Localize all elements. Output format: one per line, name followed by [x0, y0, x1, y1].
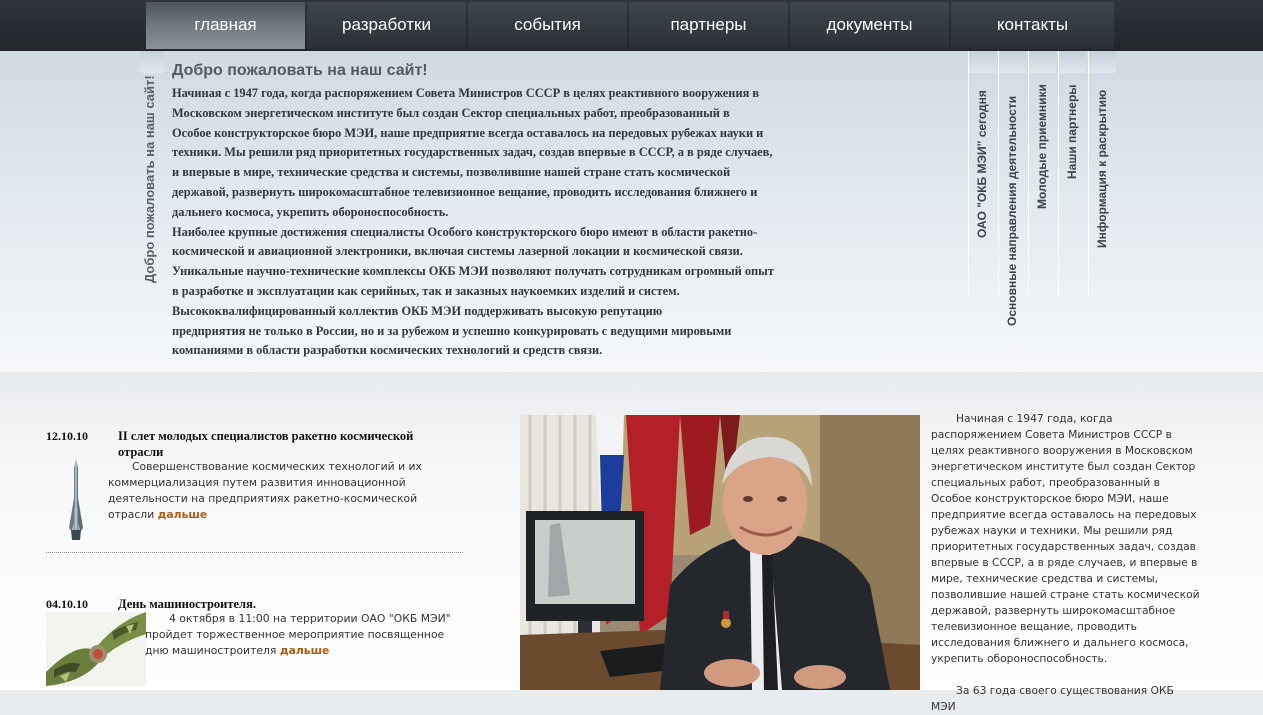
nav-item-developments[interactable]: разработки [307, 2, 466, 49]
welcome-line: дальнего космоса, укрепить обороноспособность. [172, 204, 449, 219]
nav-item-home[interactable]: главная [146, 2, 305, 49]
vtab-okb-today[interactable] [968, 51, 996, 296]
vtab-our-partners[interactable] [1058, 51, 1086, 296]
top-navigation-bar [0, 0, 1263, 51]
welcome-line: Наиболее крупные достижения специалисты Особого конструкторского бюро имеют в области ракетно- [172, 224, 758, 239]
news-title-link[interactable]: II слет молодых специалистов ракетно космической отрасли [118, 429, 414, 459]
welcome-line: космической и авиационной электроники, включая системы лазерной локации и космической связи. [172, 244, 743, 259]
welcome-line: Уникальные научно-технические комплексы ОКБ МЭИ позволяют получать сотрудникам огромный опыт [172, 264, 774, 279]
welcome-line: Начиная с 1947 года, когда распоряжением Совета Министров СССР в целях реактивного вооружения в [172, 86, 760, 100]
vtab-label[interactable]: ОАО "ОКБ МЭИ" сегодня [975, 90, 989, 238]
news-divider [46, 552, 463, 553]
news-date: 04.10.10 [46, 597, 88, 611]
content-section [0, 372, 1263, 713]
news-more-link[interactable]: дальше [279, 644, 330, 657]
welcome-line: компаниями в области разработки космических технологий и средств связи. [172, 343, 603, 358]
welcome-title: Добро пожаловать на наш сайт! [172, 62, 428, 79]
vtab-cap [999, 51, 1026, 73]
welcome-side-label: Добро пожаловать на наш сайт! [142, 75, 157, 283]
welcome-line: Московском энергетическом институте был создан Сектор специальных работ, преобразованный в [172, 105, 730, 120]
welcome-side-tab [140, 51, 164, 351]
vtab-label[interactable]: Молодые приемники [1035, 84, 1049, 209]
news-date: 12.10.10 [46, 429, 88, 443]
nav-item-documents[interactable]: документы [790, 2, 949, 49]
welcome-line: Высококвалифицированный коллектив ОКБ МЭИ поддерживать высокую репутацию [172, 303, 663, 318]
vtab-label[interactable]: Основные направления деятельности [1005, 95, 1019, 326]
about-text [931, 411, 1201, 715]
news-body [145, 611, 460, 659]
nav-item-contacts[interactable]: контакты [951, 2, 1114, 49]
vtab-young-successors[interactable] [1028, 51, 1056, 296]
about-paragraph: За 63 года своего существования ОКБ МЭИ [931, 684, 1174, 713]
welcome-line: предприятия не только в России, но и за рубежом и успешно конкурировать с ведущими мировыми [172, 323, 732, 338]
vtab-label[interactable]: Информация к раскрытию [1095, 89, 1109, 248]
main-nav [146, 2, 1114, 49]
vtab-label[interactable]: Наши партнеры [1065, 84, 1079, 179]
news-more-link[interactable]: дальше [157, 508, 208, 521]
welcome-line: Особое конструкторское бюро МЭИ, наше предприятие всегда оставалось на передовых рубежах науки и [172, 125, 764, 140]
nav-item-partners[interactable]: партнеры [629, 2, 788, 49]
welcome-line: в разработке и эксплуатации как серийных, так и заказных наукоемких изделий и систем. [172, 283, 680, 298]
director-photo [520, 415, 920, 690]
nav-item-events[interactable]: события [468, 2, 627, 49]
vtab-cap [1089, 51, 1116, 73]
news-body [108, 459, 463, 523]
welcome-line: техники. Мы решили ряд приоритетных государственных задач, создав впервые в СССР, а в ряде случаев, [172, 145, 773, 160]
welcome-line: державой, развернуть широкомасштабное телевизионное вещание, проводить исследования ближнего и [172, 184, 758, 199]
welcome-text [172, 84, 802, 361]
vtab-main-directions[interactable] [998, 51, 1026, 326]
vtab-cap [1029, 51, 1056, 73]
vtab-cap [969, 51, 996, 73]
news-title-link[interactable]: День машиностроителя. [118, 597, 256, 611]
welcome-section [0, 51, 1263, 372]
rocket-icon [64, 458, 88, 540]
news-text: 4 октября в 11:00 на территории ОАО "ОКБ МЭИ" пройдет торжественное мероприятие посвященное дню машиностроителя [145, 612, 451, 657]
welcome-line: и впервые в мире, технические средства и системы, позволившие нашей стране стать космической [172, 165, 731, 180]
vtab-disclosure-info[interactable] [1088, 51, 1116, 296]
about-paragraph: Начиная с 1947 года, когда распоряжением Совета Министров СССР в целях реактивного вооружения в Московском энергетическом институте был создан Сектор специальных работ, преобразованный в Особое конструкторское бюро МЭИ, наше предприятие всегда оставалось на передовых рубежах науки и техники. Мы решили ряд приоритетных государственных задач, создав впервые в СССР, а в ряде случаев, и впервые в мире, технические средства и системы, позволившие нашей стране стать космической державой, развернуть широкомасштабное телевизионное вещание, проводить исследования ближнего и дальнего космоса, укрепить обороноспособность. [931, 412, 1200, 665]
news-text: Совершенствование космических технологий и их коммерциализация путем развития инновационной деятельности на предприятиях ракетно-космической отрасли [108, 460, 422, 521]
vtab-cap [1059, 51, 1086, 73]
ribbon-icon [46, 612, 146, 686]
